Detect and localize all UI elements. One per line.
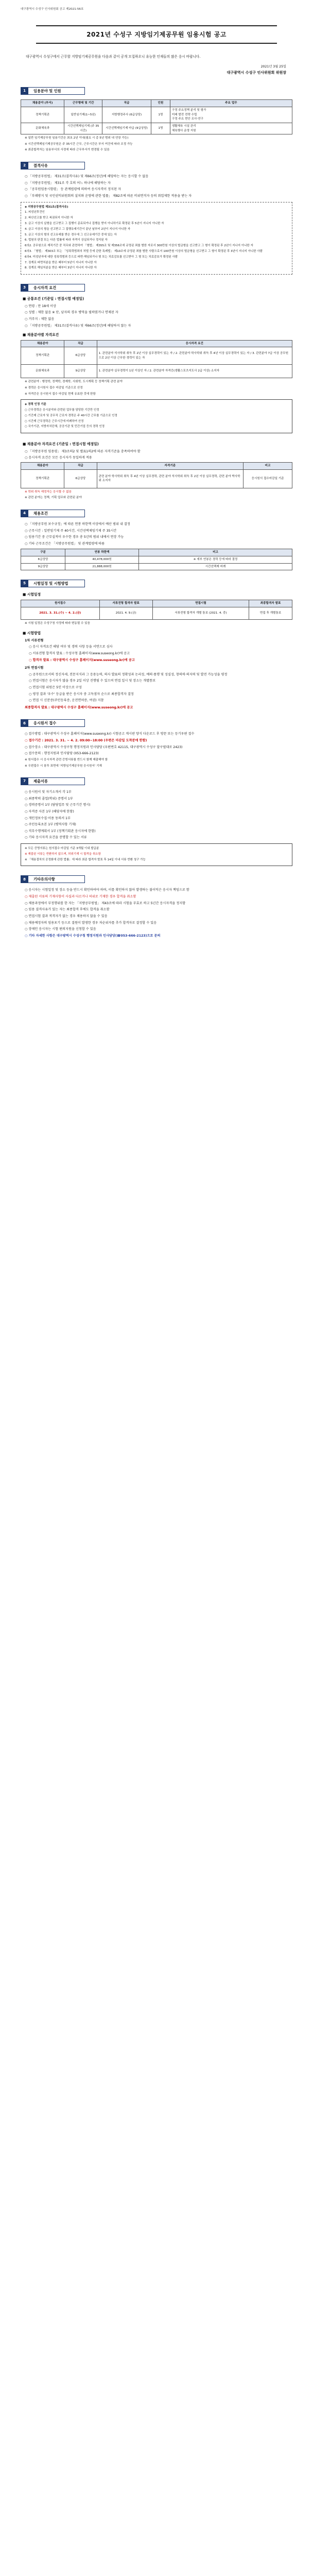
table-header: 근무형태 및 기간 — [64, 100, 102, 107]
box-line: 7. 징계로 파면처분을 받은 때부터 5년이 지나지 아니한 자 — [25, 261, 97, 264]
subsection-title: ■ 시험일정 — [23, 592, 41, 597]
section-title: 기타유의사항 — [28, 875, 85, 883]
section-title: 채용조건 — [28, 510, 85, 517]
table-header-row — [21, 600, 292, 607]
box-line: ○ 기간제 근로자 및 공무직 근로자 경력은 주 40시간 근무를 기준으로 인정 — [25, 414, 117, 417]
list-item: ○ 평정 결과 '우수' 등급을 받은 응시자 중 고득점자 순으로 최종합격자 결정 — [29, 692, 292, 697]
section-number: 3 — [21, 284, 28, 292]
table-cell — [170, 123, 292, 134]
table-cell: 2021. 4. 9.(금) — [99, 607, 152, 619]
table-cell — [170, 107, 292, 123]
table-cell: 9급상당 — [21, 563, 65, 570]
duty-line: 구정 주요 현안 조사·연구 — [171, 117, 203, 121]
section-8-header — [21, 875, 292, 883]
box-line: 8. 징계로 해임처분을 받은 때부터 3년이 지나지 아니한 자 — [25, 266, 97, 270]
section-number: 5 — [21, 580, 28, 587]
list-item: ○ 임용기간 중 근무실적이 우수한 경우 총 5년의 범위 내에서 연장 가능 — [25, 535, 292, 540]
table-cell: 2021. 3. 31.(수) ~ 4. 2.(금) — [21, 607, 100, 619]
list-item: ○ 「지방공무원 보수규정」에 따른 연봉 하한액 이상에서 예산 범위 내 결정 — [25, 522, 292, 527]
table-cell: 지방행정주사 (6급상당) — [102, 107, 151, 123]
table-header: 비고 — [244, 463, 292, 470]
list-item: ○ 「공무원임용시험령」 등 관계법령에 의하여 응시자격이 정지된 자 — [25, 187, 292, 192]
positions-table — [21, 99, 292, 134]
table-header: 원서접수 — [21, 600, 100, 607]
box-line: ※ 모든 증명서류는 원서접수 마감일 기준 3개월 이내 발급분 — [25, 847, 99, 851]
table-header: 서류전형 합격자 발표 — [99, 600, 152, 607]
table-cell: 6급상당 — [21, 556, 65, 564]
list-item: ○ 응시자는 시험일정 및 장소 등을 반드시 확인하여야 하며, 이를 확인하지 않아 발생하는 불이익은 응시자 책임으로 함 — [25, 888, 292, 893]
documents-list — [25, 790, 292, 840]
list-item: ○ 기타 자세한 사항은 대구광역시 수성구청 행정지원과 인사담당(☎053-666-2123)으로 문의 — [25, 934, 292, 939]
list-item: ○ 거주지 : 제한 없음 — [25, 317, 292, 322]
step-title: 1차 서류전형 — [25, 638, 44, 642]
section-number: 4 — [21, 510, 28, 517]
table-cell: 정책기획관 — [21, 469, 64, 488]
box-line: 5. 금고 이상의 형의 선고유예를 받은 경우에 그 선고유예기간 중에 있는 자 — [25, 233, 117, 236]
list-item: ○ 서류전형 합격자 발표 : 수성구청 홈페이지(www.suseong.kr)에 공고 — [29, 651, 292, 656]
table-cell: 관련 분야 학사학위 취득 후 4년 이상 실무경력, 관련 분야 석사학위 취득 후 2년 이상 실무경력, 관련 분야 박사학위 소지자 — [97, 469, 244, 488]
table-cell: 문화체육과 — [21, 365, 64, 378]
disqualification-list — [25, 174, 292, 198]
list-item: ○ 직무수행계획서 1부 (정책기획관 응시자에 한함) — [25, 829, 292, 834]
table-note: ※ 관련분야 : 행정학, 정책학, 경제학, 사회학, 도시계획 등 정책기획 관련 분야 — [25, 380, 123, 384]
list-item: ○ 응시자격 요건은 모든 응시자가 동일하게 적용 — [25, 455, 292, 461]
table-note: ※ 관련 분야는 정책, 기획 업무와 관련된 분야 — [25, 496, 82, 500]
list-item: ○ 면접시험은 응시자가 많을 경우 2일 이상 진행될 수 있으며 면접 일시 및 장소는 개별통보 — [29, 679, 292, 684]
table-row — [21, 607, 292, 619]
section-title: 결격사유 — [28, 162, 85, 170]
table-cell: 9급상당 — [64, 365, 97, 378]
list-item: ○ 「지방공무원법」 제31조(결격사유) 및 제66조(정년)에 해당하지 않는 자 — [25, 324, 292, 329]
list-item: ○ 접수기간 : 2021. 3. 31. ~ 4. 2. 09:00~18:00 (우편은 마감일 도착분에 한함) — [25, 738, 292, 743]
section-number: 1 — [21, 87, 28, 95]
duty-line: 생활체육 시설 관리 — [171, 124, 196, 128]
subsection-title: ■ 시험방법 — [23, 631, 41, 636]
box-line: ◈ 지방공무원법 제31조(결격사유) — [25, 205, 68, 209]
step2-list — [29, 672, 292, 703]
table-note: ※ 최종합격자는 임용부서의 사정에 따라 근무부서가 변경될 수 있음 — [25, 148, 110, 152]
box-line: ◈ 경력 인정 기준 — [25, 403, 46, 406]
section-number: 6 — [21, 719, 28, 727]
list-item: ○ 기타 응시자격 요건을 증명할 수 있는 서류 — [25, 835, 292, 840]
section-title: 제출서류 — [28, 777, 85, 785]
table-header: 연봉 하한액 — [65, 549, 139, 556]
table-header: 주요 업무 — [170, 100, 292, 107]
list-item: ○ 「부패방지 및 국민권익위원회의 설치와 운영에 관한 법률」 제82조에 따른 비위면직자 등의 취업제한 적용을 받는 자 — [25, 194, 292, 199]
table-cell: 6급상당 — [64, 469, 97, 488]
table-row — [21, 563, 292, 570]
list-item: ○ 자격증 사본 1부 (해당자에 한함) — [25, 809, 292, 815]
box-line: ※ 「채용절차의 공정화에 관한 법률」에 따라 최종 합격자 발표 후 14일 이내 서류 반환 청구 가능 — [25, 858, 146, 861]
list-item: ○ 장애인 응시자는 시험 편의지원을 신청할 수 있음 — [25, 927, 292, 932]
list-item: ○ 주민등록초본 1부 (병역사항 기재) — [25, 822, 292, 827]
table-row — [21, 107, 292, 123]
section-5-header — [21, 580, 292, 587]
list-item: ○ 제출된 서류의 기재사항이 사실과 다르거나 허위로 기재한 경우 합격을 취소함 — [25, 894, 292, 900]
table-note: ※ 경력은 응시원서 접수 마감일 기준으로 산정 — [25, 386, 83, 389]
list-item: ○ 면접 시 신분증(주민등록증, 운전면허증, 여권) 지참 — [29, 698, 292, 703]
table-header: 채용분야 — [21, 463, 64, 470]
table-header: 최종합격자 발표 — [249, 600, 292, 607]
section-title: 응시원서 접수 — [28, 719, 85, 727]
list-item: ○ 최종학력 졸업(학위) 증명서 1부 — [25, 796, 292, 802]
list-item: ○ 연령 : 만 18세 이상 — [25, 304, 292, 309]
section-4-header — [21, 510, 292, 517]
list-item: ○ 면접시험 위원은 5인 이상으로 구성 — [29, 685, 292, 690]
section-number: 7 — [21, 777, 28, 785]
table-header: 응시자격 요건 — [97, 340, 292, 347]
table-row — [21, 556, 292, 564]
section-number: 2 — [21, 162, 28, 170]
box-line: 6의2. 공무원으로 재직기간 중 직무와 관련하여 「형법」 제355조 및 제356조에 규정된 죄를 범한 자로서 300만원 이상의 벌금형을 선고받고 그 형이 확정된 후 2년이 지나지 아니한 자 — [25, 244, 253, 248]
section-1-header — [21, 87, 292, 95]
table-note: ※ 시간선택제임기제공무원은 주 35시간 근무, 근무시간은 부서 여건에 따라 조정 가능 — [25, 142, 133, 146]
table-cell: 6급상당 — [64, 347, 97, 365]
table-row — [21, 365, 292, 378]
table-cell: 시간선택제임기제 마급 (9급상당) — [102, 123, 151, 134]
list-item: ○ 채용과정에서 부정행위를 한 자는 「지방공무원법」 제43조에 따라 시험을 무효로 하고 5년간 응시자격을 정지함 — [25, 901, 292, 906]
final-announcement-note: 최종합격자 발표 : 대구광역시 수성구 홈페이지(www.suseong.kr)에 공고 — [25, 705, 133, 709]
box-line: 6의3. 「형법」 제303조 또는 「성폭력범죄의 처벌 등에 관한 특례법」 제10조에 규정된 죄를 범한 사람으로서 100만원 이상의 벌금형을 선고받고 그 형이 확정된 후 3년이 지나지 아니한 사람 — [25, 249, 263, 253]
box-line: 6. 법원의 판결 또는 다른 법률에 따라 자격이 상실되거나 정지된 자 — [25, 239, 108, 242]
table-header: 자격기준 — [97, 463, 244, 470]
section-6-header — [21, 719, 292, 727]
table-header: 채용분야 (부서) — [21, 100, 64, 107]
list-item: ○ 접수방법 : 대구광역시 수성구 홈페이지(www.suseong.kr) 시험공고 게시판 양식 다운로드 후 방문 또는 등기우편 접수 — [25, 732, 292, 737]
table-header: 직급 — [102, 100, 151, 107]
list-item: ○ 개인정보수집·이용 동의서 1부 — [25, 816, 292, 821]
requirements-table — [21, 340, 292, 379]
box-line: ○ 근무경력은 응시분야와 관련된 업무를 담당한 기간만 인정 — [25, 409, 99, 412]
signature: 대구광역시 수성구 인사위원회 위원장 — [227, 71, 286, 75]
application-list — [25, 732, 292, 756]
table-row — [21, 469, 292, 488]
table-header: 인원 — [151, 100, 170, 107]
table-cell: 1. 관련분야 실무경력이 1년 이상인 자 / 2. 관련분야 자격증(생활스포츠지도사 2급 이상) 소지자 — [97, 365, 292, 378]
box-line: ○ 시간제 근무경력은 근무시간에 비례하여 산정 — [25, 419, 84, 423]
announcement-date: 2021년 3월 25일 — [260, 64, 286, 69]
section-title: 시험일정 및 시험방법 — [28, 580, 85, 587]
application-note: ※ 우편접수 시 봉투 표면에 '지방임기제공무원 응시원서' 기재 — [25, 764, 102, 768]
documents-note-box — [21, 843, 292, 866]
list-item: ○ 채용예정자의 임용포기 등으로 결원이 발생한 경우 차순위자를 추가 합격자로 결정할 수 있음 — [25, 921, 292, 926]
step-title: 2차 면접시험 — [25, 666, 44, 670]
table-header: 채용분야 — [21, 340, 64, 347]
section-title: 응시자격 요건 — [28, 284, 85, 292]
table-cell: 21,888,000원 — [65, 563, 139, 570]
table-row — [21, 347, 292, 365]
page-title: 2021년 수성구 지방임기제공무원 임용시험 공고 — [36, 25, 277, 44]
list-item: ○ 면접시험 결과 적격자가 없는 경우 채용하지 않을 수 있음 — [25, 914, 292, 919]
subsection-title: ■ 채용분야별 자격요건 — [23, 333, 59, 337]
section-title: 임용분야 및 인원 — [28, 87, 85, 95]
table-header: 면접시험 — [152, 600, 249, 607]
table-cell: 1명 — [151, 123, 170, 134]
list-item: ○ 합격자 발표 : 대구광역시 수성구 홈페이지(www.suseong.kr)에 공고 — [29, 658, 292, 663]
subsection-title: ■ 채용분야 자격요건 (기준일 : 면접시험 예정일) — [23, 442, 99, 447]
box-line: 6의4. 미성년자에 대한 성폭력범죄 등으로 파면·해임되거나 형 또는 치료감호를 선고받아 그 형 또는 치료감호가 확정된 사람 — [25, 255, 178, 259]
list-item: ○ 성별 : 제한 없음 ※ 단, 남자의 경우 병역을 필하였거나 면제된 자 — [25, 310, 292, 315]
table-cell: 정책기획관 — [21, 347, 64, 365]
table-cell: 서류전형 합격자 개별 통보 (2021. 4. 중) — [152, 607, 249, 619]
intro-text: 대구광역시 수성구에서 근무할 지방임기제공무원을 다음과 같이 공개 모집하오니 유능한 인재들의 많은 응시 바랍니다. — [26, 55, 201, 59]
table-cell: 1명 — [151, 107, 170, 123]
section-number: 8 — [21, 875, 28, 883]
table-header: 직급 — [64, 340, 97, 347]
table-header: 직급 — [64, 463, 97, 470]
table-cell: 면접 후 개별통보 — [249, 607, 292, 619]
table-header-row — [21, 549, 292, 556]
section-7-header — [21, 777, 292, 785]
list-item: ○ 「지방공무원 임용령」 제3조의2 및 별표1의2에 따른 자격기준을 충족하여야 함 — [25, 449, 292, 454]
section-2-header — [21, 162, 292, 170]
table-header-row — [21, 100, 292, 107]
table-cell: 정책기획관 — [21, 107, 64, 123]
schedule-note: ※ 시험 일정은 수성구청 사정에 따라 변동될 수 있음 — [25, 621, 90, 625]
common-requirements-list — [25, 304, 292, 328]
disqualification-law-box — [21, 202, 292, 275]
duty-line: 체육행사 운영 지원 — [171, 129, 196, 132]
list-item: ○ 「지방공무원법」 제31조 각 호의 어느 하나에 해당하는 자 — [25, 181, 292, 186]
conditions-list — [25, 522, 292, 546]
section-3-header — [21, 284, 292, 292]
list-item: ○ 응시원서 및 자기소개서 각 1부 — [25, 790, 292, 795]
announcement-number: 대구광역시 수성구 인사위원회 공고 제2021-56호 — [21, 8, 84, 11]
notes-list — [25, 888, 292, 938]
table-note: ※ 일반 임기제공무원 임용기간은 최초 2년 이내(필요 시 총 5년 범위 내 연장 가능) — [25, 137, 129, 140]
step1-list — [29, 645, 292, 663]
application-note: ※ 원서접수 시 응시자격 관련 증빙서류를 반드시 함께 제출해야 함 — [25, 758, 108, 761]
table-cell: ※ 세부 연봉은 경력 등에 따라 결정 — [139, 556, 292, 564]
duty-line: 미래 발전 전략 수립 — [171, 113, 197, 116]
list-item: ○ 응시 자격요건 해당 여부 및 경력 사항 등을 서면으로 심사 — [29, 645, 292, 650]
extra-requirements-list — [25, 449, 292, 461]
table-cell: 응시원서 접수마감일 기준 — [244, 469, 292, 488]
table-header-row — [21, 463, 292, 470]
table-cell: 40,478,000원 — [65, 556, 139, 564]
table-note: ※ 학위 취득 예정자는 응시할 수 없음 — [25, 490, 72, 494]
duty-line: 구정 주요정책 분석 및 평가 — [171, 108, 206, 112]
box-line: 2. 파산선고를 받고 복권되지 아니한 자 — [25, 216, 73, 220]
list-item: ○ 접수장소 : 대구광역시 수성구청 행정지원과 인사담당 (우편번호 42115, 대구광역시 수성구 달구벌대로 2423) — [25, 745, 292, 750]
list-item: ○ 근무시간 : 일반임기제 주 40시간, 시간선택제임기제 주 35시간 — [25, 529, 292, 534]
table-header: 구분 — [21, 549, 65, 556]
list-item: ○ 임용 결격사유가 있는 자는 최종합격 후에도 합격을 취소함 — [25, 907, 292, 912]
table-note: ※ 자격증은 응시원서 접수 마감일 현재 유효한 것에 한함 — [25, 392, 96, 396]
table-row — [21, 123, 292, 134]
subsection-title: ■ 공통조건 (기준일 : 면접시험 예정일) — [23, 297, 84, 301]
list-item: ○ 공무원으로서의 정신자세, 전문지식과 그 응용능력, 의사 발표의 정확성과 논리성, 예의·품행 및 성실성, 창의력·의지력 및 발전 가능성을 평정 — [29, 672, 292, 677]
list-item: ○ 기타 근무조건은 「지방공무원법」 및 관계법령에 따름 — [25, 541, 292, 547]
table-cell: 일반임기제(1~5년) — [64, 107, 102, 123]
list-item: ○ 접수문의 : 행정지원과 인사담당 (053-666-2123) — [25, 751, 292, 756]
qualification-table — [21, 462, 292, 488]
box-line: 4. 금고 이상의 형을 선고받고 그 집행유예기간이 끝난 날부터 2년이 지나지 아니한 자 — [25, 227, 131, 231]
table-cell: 시간선택제임기제 (주 35시간) — [64, 123, 102, 134]
table-cell: 문화체육과 — [21, 123, 64, 134]
box-line: 1. 피성년후견인 — [25, 211, 45, 214]
career-criteria-box — [21, 399, 292, 433]
box-line: ※ 제출된 서류는 반환하지 않으며, 허위기재 시 합격을 취소함 — [25, 852, 101, 856]
table-cell: 시간선택제 비례 — [139, 563, 292, 570]
table-header-row — [21, 340, 292, 347]
schedule-table — [21, 600, 292, 620]
box-line: ○ 국가기관, 지방자치단체, 공공기관 및 민간기업 등의 경력 인정 — [25, 425, 105, 429]
list-item: ○ 「지방공무원법」 제31조(결격사유) 및 제66조(정년)에 해당하는 자는 응시할 수 없음 — [25, 174, 292, 179]
list-item: ○ 경력증명서 1부 (담당업무 및 근무기간 명시) — [25, 803, 292, 808]
salary-table — [21, 549, 292, 570]
table-header: 비고 — [139, 549, 292, 556]
table-cell: 1. 관련분야 석사학위 취득 후 2년 이상 실무경력이 있는 자 / 2. 관련분야 학사학위 취득 후 4년 이상 실무경력이 있는 자 / 3. 관련분야 7급 이상 공무원으로 2년 이상 근무한 경력이 있는 자 — [97, 347, 292, 365]
box-line: 3. 금고 이상의 실형을 선고받고 그 집행이 종료되거나 집행을 받지 아니하기로 확정된 후 5년이 지나지 아니한 자 — [25, 222, 164, 225]
